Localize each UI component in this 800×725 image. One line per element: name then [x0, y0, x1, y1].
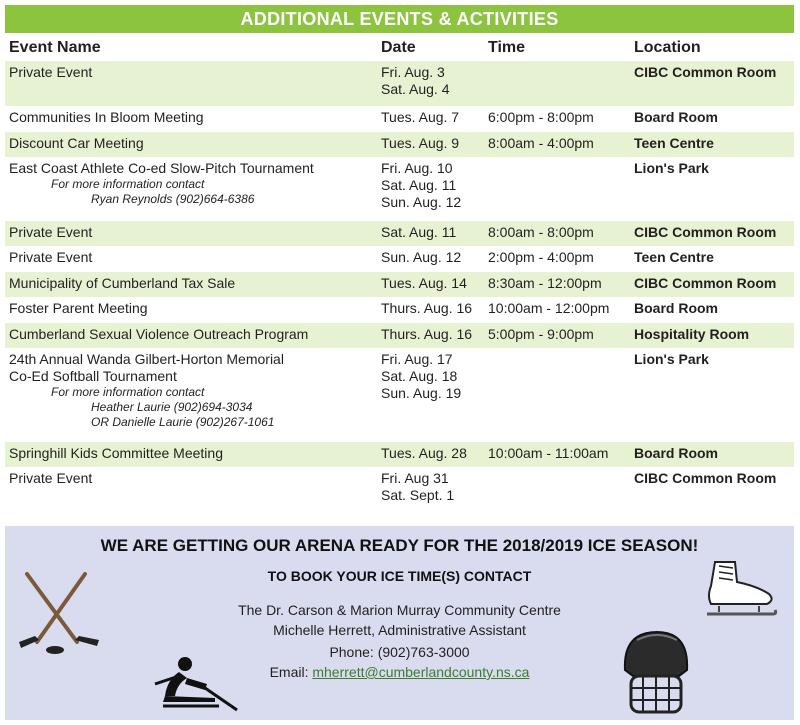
- table-row: [5, 246, 794, 272]
- email-link[interactable]: mherrett@cumberlandcounty.ns.ca: [312, 664, 530, 680]
- contact-person: Michelle Herrett, Administrative Assistant: [273, 622, 526, 638]
- table-row: [5, 132, 794, 157]
- event-date-line: Sat. Aug. 11: [381, 177, 457, 193]
- event-date-line: Tues. Aug. 7: [381, 109, 460, 125]
- event-time: 6:00pm - 8:00pm: [488, 109, 594, 125]
- event-date: [381, 160, 486, 211]
- header-event-name: Event Name: [9, 39, 101, 56]
- event-date-line: Fri. Aug. 10: [381, 160, 453, 176]
- event-location: CIBC Common Room: [634, 470, 777, 486]
- sledge-hockey-icon: [145, 654, 245, 716]
- event-name-line: 24th Annual Wanda Gilbert-Horton Memorial: [9, 351, 284, 367]
- event-date-line: Thurs. Aug. 16: [381, 300, 473, 316]
- event-date-line: Tues. Aug. 14: [381, 275, 467, 291]
- email-label: Email:: [269, 664, 309, 680]
- booking-subhead: TO BOOK YOUR ICE TIME(S) CONTACT: [267, 568, 532, 584]
- event-location: Board Room: [634, 445, 718, 461]
- event-name: [9, 64, 379, 81]
- event-name-line: Private Event: [9, 224, 93, 240]
- event-location: Lion's Park: [634, 351, 709, 367]
- table-row: [5, 348, 794, 442]
- event-date: [381, 470, 486, 504]
- event-date: [381, 300, 486, 317]
- event-name-line: Private Event: [9, 64, 93, 80]
- event-location: CIBC Common Room: [634, 275, 777, 291]
- table-row: [5, 297, 794, 323]
- event-date-line: Sun. Aug. 12: [381, 194, 462, 210]
- table-row: [5, 157, 794, 221]
- event-date-line: Fri. Aug. 3: [381, 64, 445, 80]
- contact-phone: Phone: (902)763-3000: [329, 644, 470, 660]
- event-name-line: East Coast Athlete Co-ed Slow-Pitch Tournament: [9, 160, 314, 176]
- event-name: [9, 160, 379, 207]
- event-name: [9, 249, 379, 266]
- event-name-line: Springhill Kids Committee Meeting: [9, 445, 223, 461]
- event-location: Board Room: [634, 109, 718, 125]
- table-row: [5, 61, 794, 106]
- event-location: Lion's Park: [634, 160, 709, 176]
- event-name-line: Private Event: [9, 470, 93, 486]
- header-date: Date: [381, 39, 416, 56]
- event-location: CIBC Common Room: [634, 64, 777, 80]
- table-row: [5, 221, 794, 246]
- event-date: [381, 224, 486, 241]
- event-date-line: Thurs. Aug. 16: [381, 326, 473, 342]
- event-time: 10:00am - 11:00am: [488, 445, 609, 461]
- event-date: [381, 326, 486, 343]
- event-name: [9, 445, 379, 462]
- event-name: [9, 351, 379, 430]
- event-name-line: Discount Car Meeting: [9, 135, 144, 151]
- event-name: [9, 224, 379, 241]
- event-date: [381, 109, 486, 126]
- event-location: Board Room: [634, 300, 718, 316]
- event-date: [381, 275, 486, 292]
- event-time: 8:00am - 8:00pm: [488, 224, 594, 240]
- event-date-line: Tues. Aug. 28: [381, 445, 467, 461]
- event-date: [381, 64, 486, 98]
- event-name: [9, 275, 379, 292]
- event-time: 2:00pm - 4:00pm: [488, 249, 594, 265]
- event-date-line: Sat. Sept. 1: [381, 487, 455, 503]
- helmet-icon: [617, 626, 693, 718]
- event-location: Hospitality Room: [634, 326, 750, 342]
- skate-icon: [701, 556, 781, 620]
- hockey-sticks-icon: [15, 568, 105, 656]
- event-date-line: Sun. Aug. 12: [381, 249, 462, 265]
- ice-season-panel: [5, 526, 794, 720]
- section-banner: ADDITIONAL EVENTS & ACTIVITIES: [5, 5, 794, 33]
- event-date-line: Sat. Aug. 18: [381, 368, 458, 384]
- event-name: [9, 300, 379, 317]
- event-date-line: Sat. Aug. 11: [381, 224, 457, 240]
- event-name-line: Private Event: [9, 249, 93, 265]
- event-date-line: Fri. Aug 31: [381, 470, 449, 486]
- ice-headline: WE ARE GETTING OUR ARENA READY FOR THE 2018/2019 ICE SEASON!: [100, 536, 699, 555]
- event-contact-note: For more information contact: [51, 177, 205, 191]
- table-row: [5, 323, 794, 348]
- event-date-line: Sat. Aug. 4: [381, 81, 450, 97]
- header-location: Location: [634, 39, 701, 56]
- table-row: [5, 467, 794, 513]
- event-time: 8:30am - 12:00pm: [488, 275, 602, 291]
- event-location: Teen Centre: [634, 249, 714, 265]
- event-date: [381, 249, 486, 266]
- event-location: CIBC Common Room: [634, 224, 777, 240]
- event-name: [9, 326, 379, 343]
- event-location: Teen Centre: [634, 135, 714, 151]
- event-name-line: Co-Ed Softball Tournament: [9, 368, 177, 384]
- event-contact-note: Heather Laurie (902)694-3034: [91, 400, 253, 414]
- event-time: 10:00am - 12:00pm: [488, 300, 610, 316]
- table-header: [0, 35, 800, 61]
- event-date-line: Tues. Aug. 9: [381, 135, 460, 151]
- event-date-line: Sun. Aug. 19: [381, 385, 462, 401]
- table-row: [5, 106, 794, 132]
- event-name-line: Communities In Bloom Meeting: [9, 109, 204, 125]
- event-name: [9, 135, 379, 152]
- event-name: [9, 470, 379, 487]
- event-contact-note: For more information contact: [51, 385, 205, 399]
- event-date: [381, 445, 486, 462]
- event-date-line: Fri. Aug. 17: [381, 351, 453, 367]
- header-time: Time: [488, 39, 526, 56]
- event-time: 8:00am - 4:00pm: [488, 135, 594, 151]
- event-time: 5:00pm - 9:00pm: [488, 326, 594, 342]
- table-row: [5, 442, 794, 467]
- event-contact-note: Ryan Reynolds (902)664-6386: [91, 192, 255, 206]
- event-date: [381, 135, 486, 152]
- event-name-line: Foster Parent Meeting: [9, 300, 148, 316]
- table-row: [5, 272, 794, 297]
- event-date: [381, 351, 486, 402]
- event-name: [9, 109, 379, 126]
- event-contact-note: OR Danielle Laurie (902)267-1061: [91, 415, 275, 429]
- event-name-line: Municipality of Cumberland Tax Sale: [9, 275, 236, 291]
- contact-org: The Dr. Carson & Marion Murray Community Centre: [238, 602, 561, 618]
- event-name-line: Cumberland Sexual Violence Outreach Program: [9, 326, 309, 342]
